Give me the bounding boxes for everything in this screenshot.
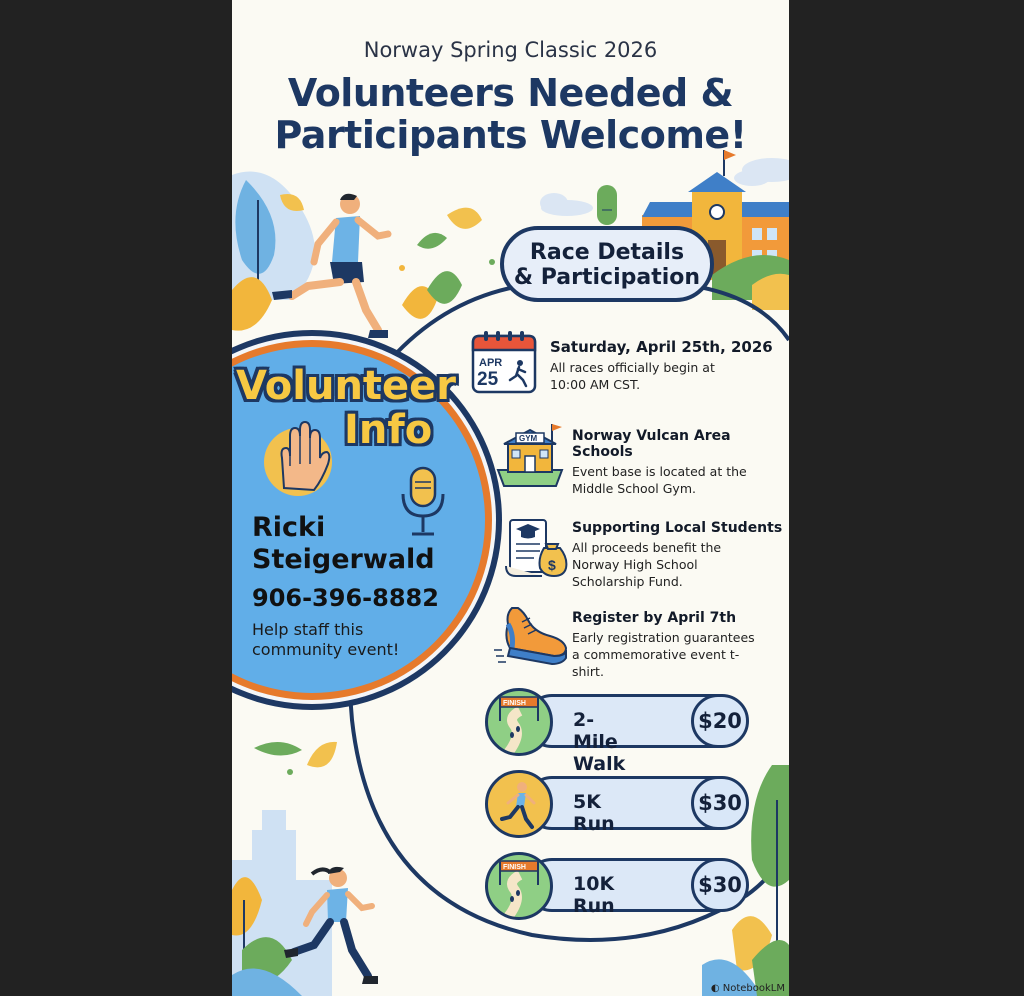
race-price: $30 bbox=[691, 776, 749, 830]
finish-banner-text: FINISH bbox=[503, 864, 526, 871]
calendar-month: APR bbox=[479, 357, 503, 369]
event-poster bbox=[232, 0, 789, 996]
race-label: 2-Mile Walk bbox=[573, 709, 626, 775]
detail-date-title: Saturday, April 25th, 2026 bbox=[550, 338, 773, 356]
note-line-1: Help staff this bbox=[252, 620, 364, 639]
race-price: $20 bbox=[691, 694, 749, 748]
race-label: 10K Run bbox=[573, 873, 615, 917]
calendar-day: 25 bbox=[477, 369, 499, 390]
name-line-2: Steigerwald bbox=[252, 544, 435, 575]
finish-trail-icon bbox=[485, 688, 553, 756]
detail-date-desc: All races officially begin at 10:00 AM CST. bbox=[550, 360, 715, 392]
volunteer-heading-line-2: Info bbox=[344, 407, 433, 453]
svg-text:$: $ bbox=[548, 557, 556, 573]
finish-trail-icon bbox=[485, 852, 553, 920]
volunteer-heading-line-1: Volunteer bbox=[236, 363, 457, 409]
page-title bbox=[232, 72, 789, 156]
runner-icon bbox=[485, 770, 553, 838]
name-line-1: Ricki bbox=[252, 512, 326, 543]
raised-hand-icon bbox=[258, 418, 338, 498]
running-shoe-icon bbox=[494, 604, 568, 666]
volunteer-note bbox=[252, 620, 399, 660]
school-icon-label: GYM bbox=[519, 434, 538, 443]
detail-location-desc: Event base is located at the Middle School Gym. bbox=[572, 464, 747, 496]
detail-location-title: Norway Vulcan Area Schools bbox=[572, 428, 731, 460]
scholarship-icon bbox=[502, 514, 568, 580]
watermark-logo-icon: ◐ bbox=[710, 983, 723, 994]
calendar-icon bbox=[470, 330, 538, 396]
detail-cause-desc: All proceeds benefit the Norway High School Scholarship Fund. bbox=[572, 540, 722, 589]
finish-banner-text: FINISH bbox=[503, 700, 526, 707]
volunteer-phone: 906-396-8882 bbox=[252, 584, 439, 612]
race-label: 5K Run bbox=[573, 791, 615, 835]
detail-registration-title: Register by April 7th bbox=[572, 610, 737, 626]
race-heading-line-2: & Participation bbox=[513, 265, 701, 290]
watermark-text: NotebookLM bbox=[722, 983, 785, 994]
race-price: $30 bbox=[691, 858, 749, 912]
detail-cause-title: Supporting Local Students bbox=[572, 520, 783, 536]
title-line-1: Volunteers Needed & bbox=[287, 71, 734, 115]
race-heading-line-1: Race Details bbox=[529, 240, 685, 265]
event-subtitle: Norway Spring Classic 2026 bbox=[363, 38, 658, 62]
school-icon bbox=[494, 420, 566, 488]
title-line-2: Participants Welcome! bbox=[274, 113, 747, 157]
race-details-heading bbox=[500, 226, 714, 302]
detail-registration-desc: Early registration guarantees a commemorative event t-shirt. bbox=[572, 630, 755, 679]
note-line-2: community event! bbox=[252, 640, 400, 659]
watermark bbox=[711, 983, 785, 994]
volunteer-contact-name bbox=[252, 512, 435, 576]
